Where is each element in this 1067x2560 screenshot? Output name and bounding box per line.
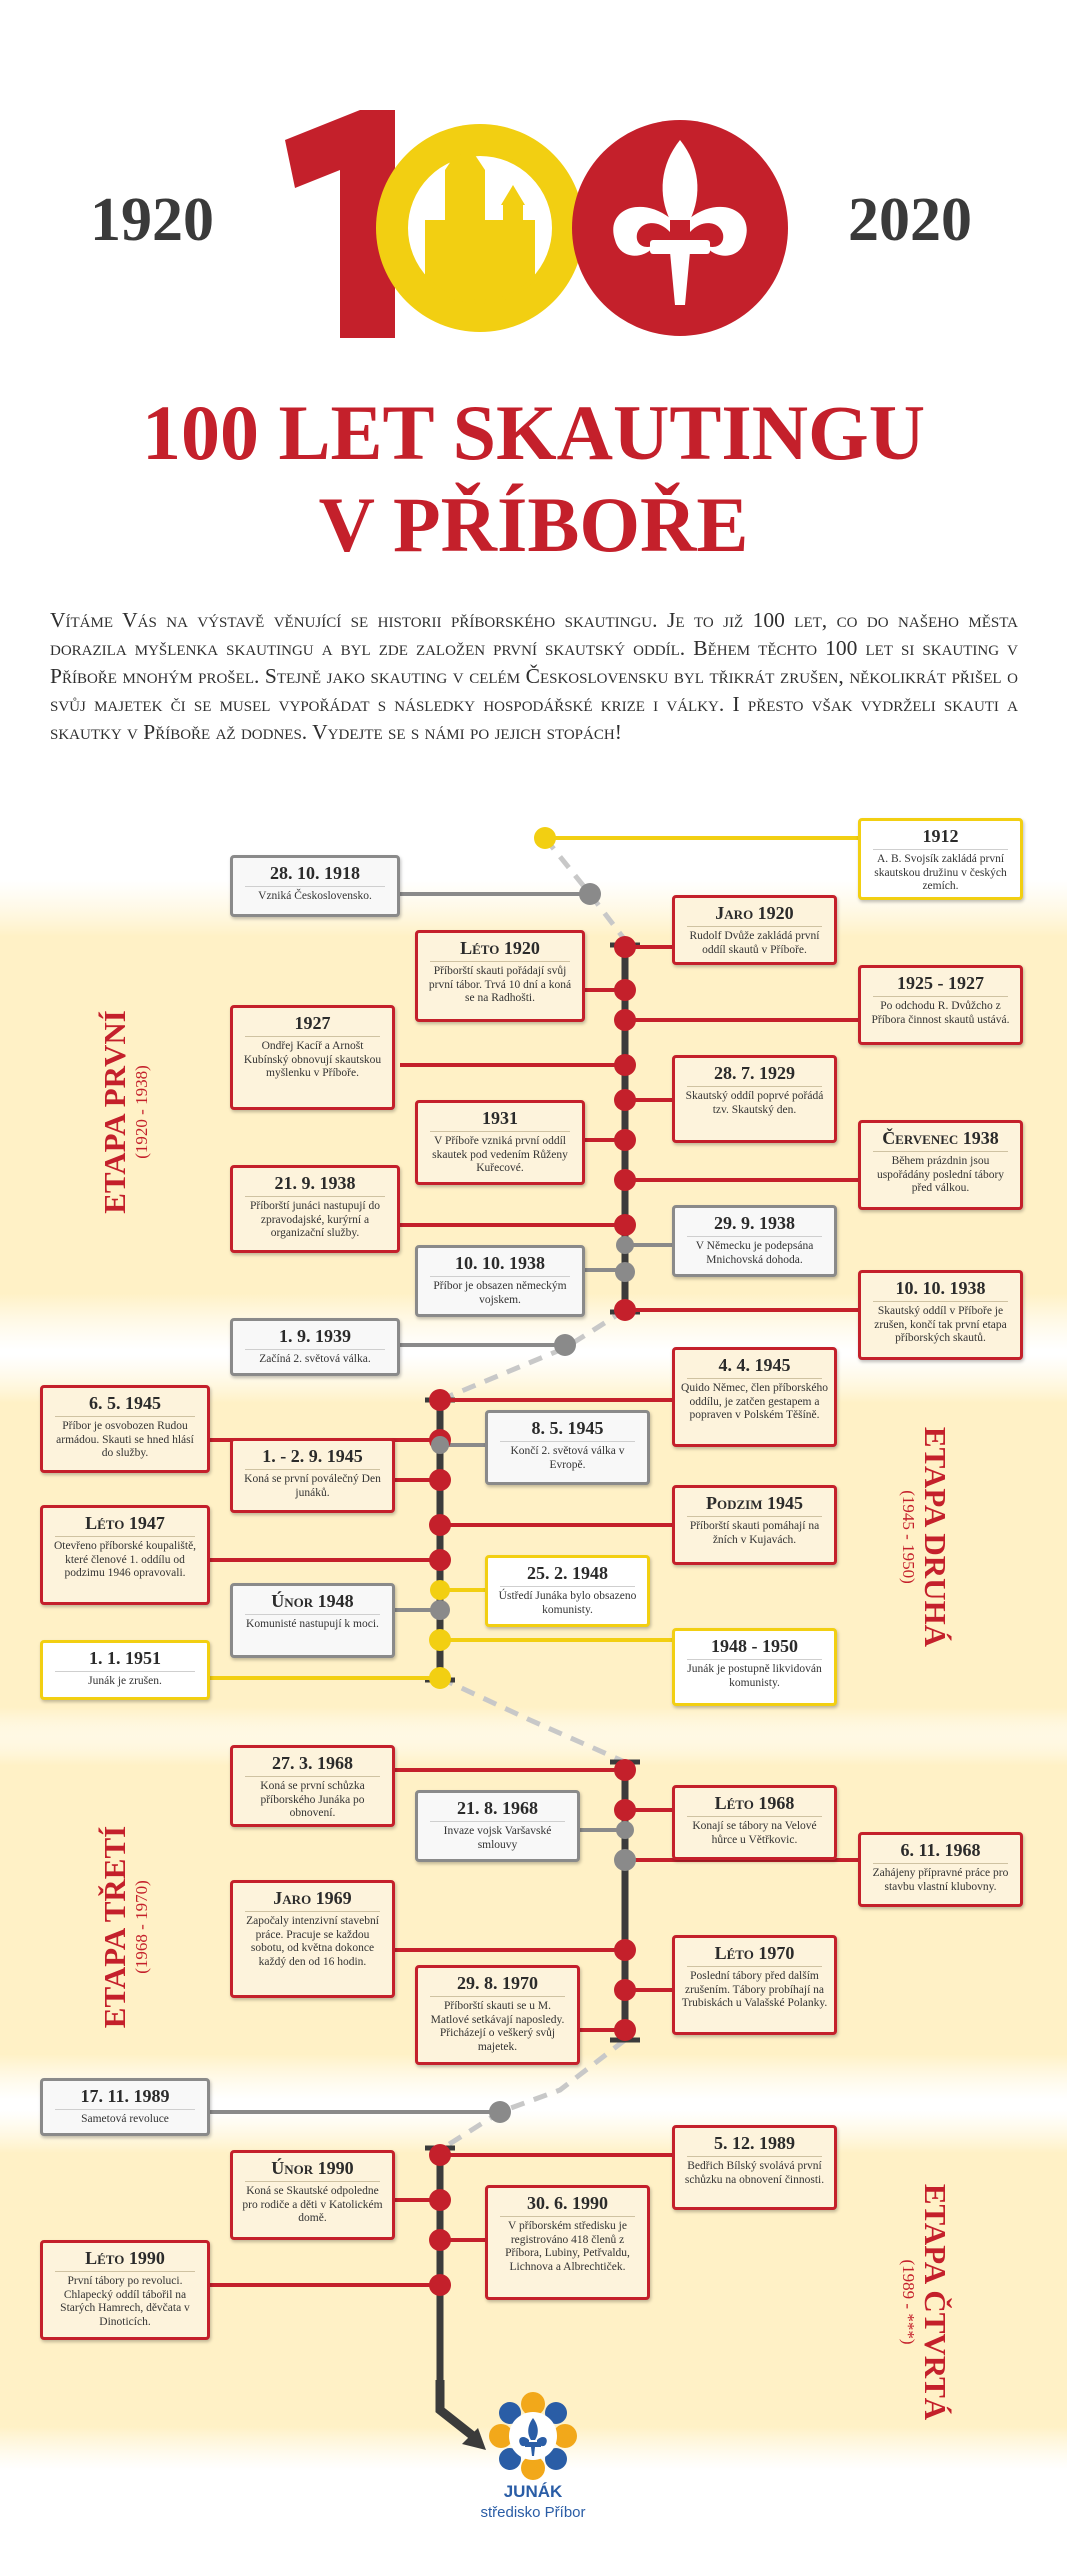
timeline-dot: [616, 1236, 634, 1254]
event-box: [672, 1785, 837, 1860]
page-title-line1: 100 LET SKAUTINGU: [141, 389, 926, 476]
event-text: Sametová revoluce: [81, 2113, 169, 2125]
junak-logo-icon: [487, 2390, 579, 2482]
event-text: Ondřej Kacíř a Arnošt Kubínský obnovují skautskou myšlenku v Příboře.: [243, 1040, 382, 1079]
event-box: [415, 1100, 585, 1185]
timeline-dot: [429, 1667, 451, 1689]
event-date: Únor 1948: [245, 1590, 380, 1615]
event-box: [40, 2240, 210, 2340]
event-text: Koná se Skautské odpoledne pro rodiče a děti v Katolickém domě.: [242, 2185, 383, 2224]
event-date: 25. 2. 1948: [500, 1562, 635, 1587]
event-text: Začíná 2. světová válka.: [259, 1353, 371, 1365]
era-label-1: [98, 952, 152, 1272]
event-box: [230, 1318, 400, 1376]
event-text: Během prázdnin jsou uspořádány poslední tábory před válkou.: [876, 1155, 1005, 1194]
event-box: [415, 1245, 585, 1317]
event-text: V příborském středisku je registrováno 418 členů z Příbora, Lubiny, Petřvaldu, Lichnova a Albrechtiček.: [505, 2220, 630, 2273]
timeline-dot: [534, 827, 556, 849]
event-date: 28. 7. 1929: [687, 1062, 822, 1087]
event-box: [672, 1055, 837, 1143]
event-text: Koná se první schůzka příborského Junáka po obnovení.: [260, 1780, 365, 1819]
intro-paragraph: Vítáme Vás na výstavě věnující se historii příborského skautingu. Je to již 100 let, co do našeho města dorazila myšlenka skautingu a byl zde založen první skautský oddíl. Během těchto 100 let si skauting v Příboře mnohým prošel. Stejně jako skauting v celém Československu byl třikrát zrušen, několikrát přišel o svůj majetek či se musel vypořádat s následky hospodářské krize i války. I přesto však vydrželi skauti a skautky v Příboře až dodnes. Vydejte se s námi po jejich stopách!: [50, 608, 1018, 744]
event-date: Únor 1990: [245, 2157, 380, 2182]
era-name: ETAPA DRUHÁ: [918, 1426, 953, 1648]
era-range: (1968 - 1970): [132, 1880, 151, 1974]
year-end: 2020: [848, 186, 972, 254]
timeline-dot: [429, 1549, 451, 1571]
timeline-dot: [614, 1214, 636, 1236]
timeline-dot: [429, 1629, 451, 1651]
timeline-dot: [429, 1469, 451, 1491]
event-date: 1. 9. 1939: [245, 1325, 385, 1350]
event-date: Léto 1947: [55, 1512, 195, 1537]
era-range: (1989 - ***): [899, 2259, 918, 2345]
event-text: Komunisté nastupují k moci.: [246, 1618, 379, 1630]
event-box: [672, 1347, 837, 1447]
event-date: 30. 6. 1990: [500, 2192, 635, 2217]
event-box: [672, 1485, 837, 1565]
event-box: [672, 2125, 837, 2210]
event-text: Koná se první poválečný Den junáků.: [244, 1473, 381, 1499]
event-text: Otevřeno příborské koupaliště, které členové 1. oddílu od podzimu 1946 opravovali.: [53, 1540, 197, 1579]
event-date: Léto 1920: [430, 937, 570, 962]
era-label-4: [898, 2142, 952, 2462]
event-text: Zahájeny přípravné práce pro stavbu vlastní klubovny.: [872, 1867, 1009, 1893]
event-date: 1912: [873, 825, 1008, 850]
event-date: 1927: [245, 1012, 380, 1037]
event-text: Končí 2. světová válka v Evropě.: [510, 1445, 625, 1471]
event-date: 1925 - 1927: [873, 972, 1008, 997]
timeline-dot: [579, 883, 601, 905]
page-title-line2: V PŘÍBOŘE: [318, 481, 749, 568]
event-text: Po odchodu R. Dvůžcho z Příbora činnost skautů ustává.: [871, 1000, 1010, 1026]
event-date: Léto 1990: [55, 2247, 195, 2272]
era-name: ETAPA ČTVRTÁ: [918, 2183, 953, 2421]
event-box: [672, 1628, 837, 1706]
era-name: ETAPA TŘETÍ: [97, 1825, 132, 2029]
event-text: Započaly intenzivní stavební práce. Pracuje se každou sobotu, od května dokonce každý den od 16 hodin.: [246, 1915, 379, 1968]
org-name: JUNÁK: [503, 2482, 563, 2501]
centenary-logo: [265, 100, 805, 350]
event-box: [485, 2185, 650, 2300]
timeline-dot: [614, 1979, 636, 2001]
event-date: 5. 12. 1989: [687, 2132, 822, 2157]
event-date: 10. 10. 1938: [430, 1252, 570, 1277]
timeline-dot: [431, 1436, 449, 1454]
timeline-dot: [429, 2144, 451, 2166]
timeline-dot: [489, 2101, 511, 2123]
era-range: (1920 - 1938): [132, 1065, 151, 1159]
year-start: 1920: [90, 186, 214, 254]
event-box: [230, 1745, 395, 1827]
event-box: [230, 1880, 395, 1998]
event-box: [858, 1270, 1023, 1360]
event-box: [858, 965, 1023, 1045]
event-date: 10. 10. 1938: [873, 1277, 1008, 1302]
event-box: [40, 1385, 210, 1473]
event-box: [230, 1438, 395, 1513]
era-range: (1945 - 1950): [899, 1490, 918, 1584]
event-box: [230, 1165, 400, 1253]
timeline-dot: [430, 1600, 450, 1620]
timeline-dot: [614, 979, 636, 1001]
event-box: [485, 1410, 650, 1485]
event-box: [415, 1790, 580, 1862]
event-box: [230, 1005, 395, 1110]
event-text: Ústředí Junáka bylo obsazeno komunisty.: [498, 1590, 637, 1616]
event-box: [672, 895, 837, 965]
event-text: Junák je zrušen.: [88, 1675, 162, 1687]
timeline-dot: [616, 1821, 634, 1839]
event-box: [230, 1583, 395, 1658]
timeline-dot: [614, 2019, 636, 2041]
timeline-dot: [429, 2229, 451, 2251]
event-text: Skautský oddíl v Příboře je zrušen, končí tak první etapa příborských skautů.: [874, 1305, 1007, 1344]
org-subtitle: středisko Příbor: [480, 2504, 586, 2521]
timeline-dot: [614, 936, 636, 958]
event-date: 8. 5. 1945: [500, 1417, 635, 1442]
event-date: Jaro 1969: [245, 1887, 380, 1912]
event-date: Červenec 1938: [873, 1127, 1008, 1152]
timeline-dot: [615, 1262, 635, 1282]
event-text: Příborští skauti pomáhají na žních v Kujavách.: [689, 1520, 820, 1546]
event-date: Jaro 1920: [687, 902, 822, 927]
timeline-dot: [614, 1799, 636, 1821]
event-text: Quido Němec, člen příborského oddílu, je zatčen gestapem a popraven v Polském Těšíně.: [681, 1382, 828, 1421]
timeline-dot: [614, 1089, 636, 1111]
event-text: První tábory po revoluci. Chlapecký oddíl tábořil na Starých Hamrech, děvčata v Dinoticích.: [60, 2275, 190, 2328]
event-text: Příborští skauti pořádají svůj první tábor. Trvá 10 dní a koná se na Radhošti.: [428, 965, 572, 1004]
event-text: Junák je postupně likvidován komunisty.: [687, 1663, 822, 1689]
event-date: 29. 8. 1970: [430, 1972, 565, 1997]
event-text: V Německu je podepsána Mnichovská dohoda.: [695, 1240, 814, 1266]
event-box: [40, 1505, 210, 1605]
event-date: Léto 1968: [687, 1792, 822, 1817]
timeline-dot: [614, 1169, 636, 1191]
event-box: [858, 818, 1023, 900]
event-date: 6. 11. 1968: [873, 1839, 1008, 1864]
event-date: 1. - 2. 9. 1945: [245, 1445, 380, 1470]
event-text: Rudolf Dvůže zakládá první oddíl skautů v Příboře.: [689, 930, 820, 956]
era-label-3: [98, 1767, 152, 2087]
event-box: [415, 1965, 580, 2065]
event-box: [230, 855, 400, 917]
timeline-dot: [430, 1580, 450, 1600]
event-box: [415, 930, 585, 1022]
event-date: 1948 - 1950: [687, 1635, 822, 1660]
event-date: 1931: [430, 1107, 570, 1132]
event-box: [858, 1120, 1023, 1210]
event-date: 17. 11. 1989: [55, 2085, 195, 2110]
event-text: Příbor je obsazen německým vojskem.: [433, 1280, 567, 1306]
event-text: Skautský oddíl poprvé pořádá tzv. Skautský den.: [685, 1090, 824, 1116]
event-text: Invaze vojsk Varšavské smlouvy: [443, 1825, 552, 1851]
timeline-dot: [614, 1299, 636, 1321]
event-text: Příbor je osvobozen Rudou armádou. Skauti se hned hlásí do služby.: [56, 1420, 194, 1459]
event-text: V Příboře vzniká první oddíl skautek pod vedením Růženy Kuřecové.: [432, 1135, 568, 1174]
event-date: Podzim 1945: [687, 1492, 822, 1517]
event-box: [40, 1640, 210, 1700]
event-text: Poslední tábory před dalším zrušením. Tábory probíhají na Trubiskách u Valašské Polanky.: [681, 1970, 828, 2009]
event-box: [672, 1205, 837, 1277]
event-text: Konají se tábory na Velové hůrce u Větřkovic.: [692, 1820, 817, 1846]
event-date: 6. 5. 1945: [55, 1392, 195, 1417]
event-box: [485, 1555, 650, 1627]
timeline-dot: [614, 1939, 636, 1961]
event-date: Léto 1970: [687, 1942, 822, 1967]
timeline-dot: [614, 1009, 636, 1031]
event-text: Bedřich Bílský svolává první schůzku na obnovení činnosti.: [684, 2160, 825, 2186]
era-name: ETAPA PRVNÍ: [97, 1010, 132, 1214]
event-text: Příborští junáci nastupují do zpravodajské, kurýrní a organizační služby.: [249, 1200, 380, 1239]
timeline-dot: [429, 2274, 451, 2296]
event-text: Příborští skauti se u M. Matlové setkávají naposledy. Přicházejí o veškerý svůj majetek.: [430, 2000, 565, 2053]
timeline-dot: [429, 1389, 451, 1411]
event-box: [40, 2078, 210, 2136]
event-date: 4. 4. 1945: [687, 1354, 822, 1379]
event-box: [230, 2150, 395, 2240]
timeline-dot: [614, 1759, 636, 1781]
event-text: A. B. Svojsík zakládá první skautskou družinu v českých zemích.: [874, 853, 1007, 892]
timeline-dot: [614, 1849, 636, 1871]
timeline-dot: [554, 1334, 576, 1356]
timeline-dot: [429, 1514, 451, 1536]
timeline-dot: [614, 1129, 636, 1151]
event-date: 21. 9. 1938: [245, 1172, 385, 1197]
event-text: Vzniká Československo.: [258, 890, 372, 902]
timeline-dot: [614, 1054, 636, 1076]
era-label-2: [898, 1377, 952, 1697]
event-date: 29. 9. 1938: [687, 1212, 822, 1237]
timeline-dot: [429, 2189, 451, 2211]
event-box: [672, 1935, 837, 2035]
event-date: 1. 1. 1951: [55, 1647, 195, 1672]
event-box: [858, 1832, 1023, 1907]
event-date: 21. 8. 1968: [430, 1797, 565, 1822]
event-date: 27. 3. 1968: [245, 1752, 380, 1777]
event-date: 28. 10. 1918: [245, 862, 385, 887]
